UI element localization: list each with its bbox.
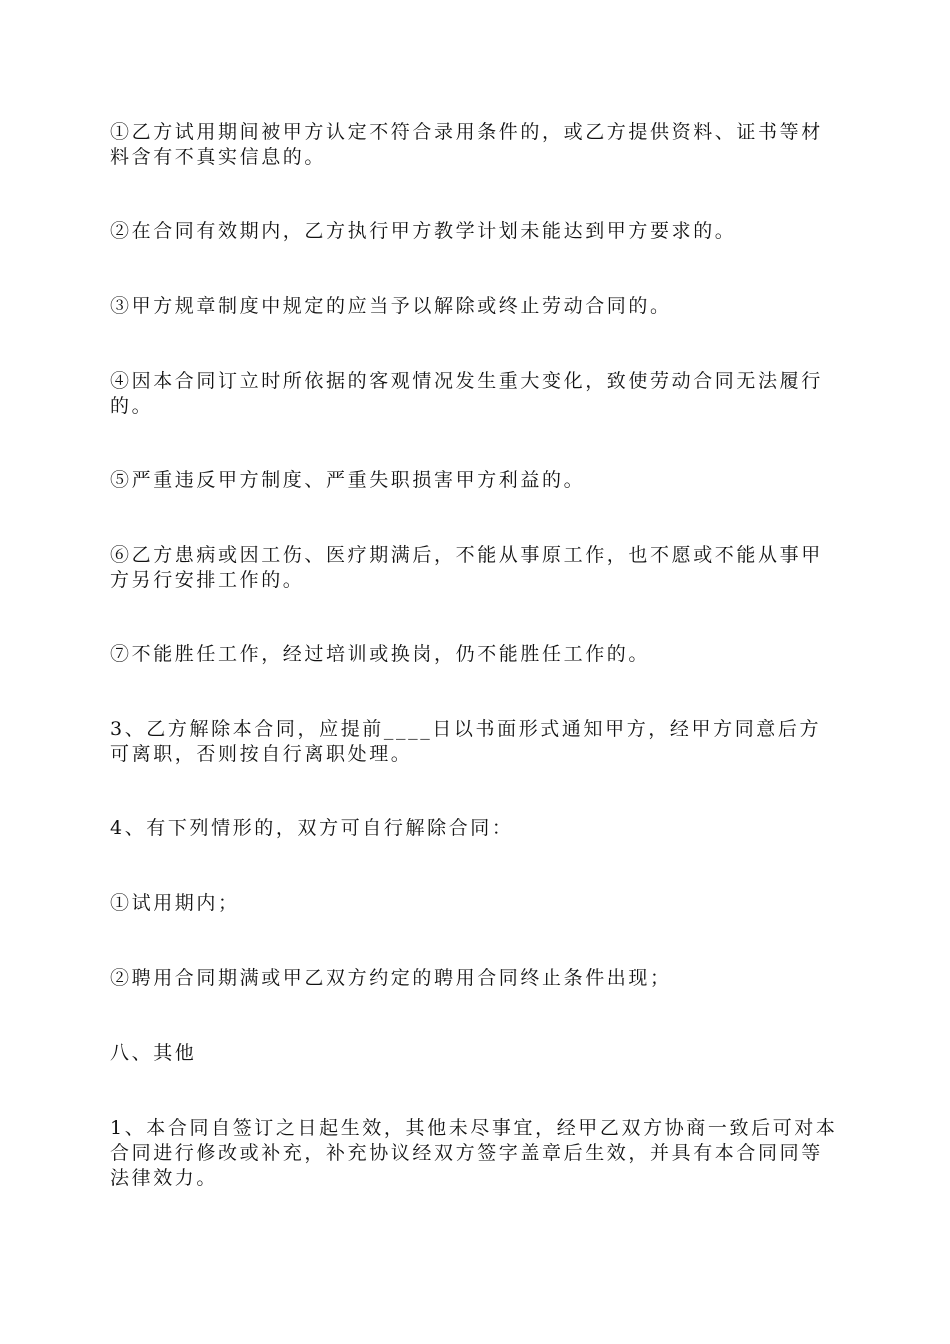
clause-4-mutual-termination: 4、有下列情形的，双方可自行解除合同： [110, 817, 514, 839]
termination-item-1: ①试用期内； [110, 892, 240, 914]
termination-item-2: ②聘用合同期满或甲乙双方约定的聘用合同终止条件出现； [110, 967, 672, 989]
clause-item-2: ②在合同有效期内，乙方执行甲方教学计划未能达到甲方要求的。 [110, 220, 737, 242]
other-clause-1: 1、本合同自签订之日起生效，其他未尽事宜，经甲乙双方协商一致后可对本合同进行修改或补充，补充协议经双方签字盖章后生效，并具有本合同同等法律效力。 [110, 1117, 838, 1189]
clause-item-5: ⑤严重违反甲方制度、严重失职损害甲方利益的。 [110, 469, 586, 491]
clause-item-3: ③甲方规章制度中规定的应当予以解除或终止劳动合同的。 [110, 295, 672, 317]
clause-item-1: ①乙方试用期间被甲方认定不符合录用条件的，或乙方提供资料、证书等材料含有不真实信息的。 [110, 121, 823, 168]
clause-item-6: ⑥乙方患病或因工伤、医疗期满后，不能从事原工作，也不愿或不能从事甲方另行安排工作的。 [110, 544, 823, 591]
clause-item-4: ④因本合同订立时所依据的客观情况发生重大变化，致使劳动合同无法履行的。 [110, 370, 823, 417]
clause-3-resignation-notice: 3、乙方解除本合同，应提前____日以书面形式通知甲方，经甲方同意后方可离职，否则按自行离职处理。 [110, 718, 822, 765]
clause-item-7: ⑦不能胜任工作，经过培训或换岗，仍不能胜任工作的。 [110, 643, 651, 665]
section-heading-other: 八、其他 [110, 1042, 197, 1064]
